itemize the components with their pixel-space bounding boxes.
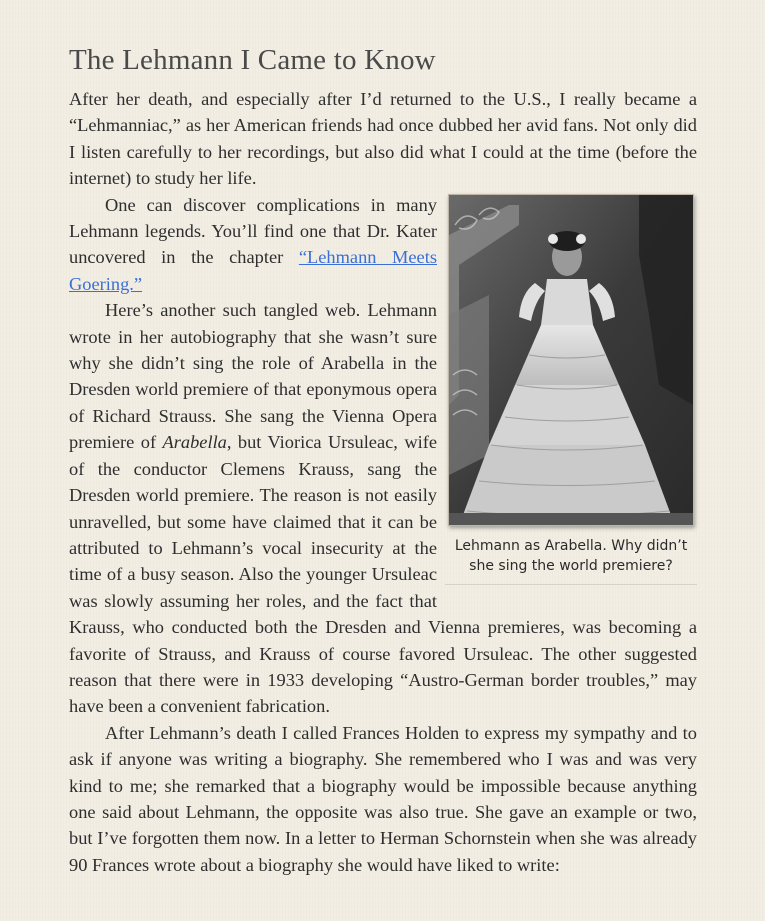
paragraph-3-text-start: Here’s another such tangled web. Lehmann wrote in her autobiography that she wasn’t sure why she didn’t sing the role of Arabella in the Dresden world premiere of that eponymous opera of Richard Strauss. She sang the Vienna Opera premiere of [69,300,437,453]
paragraph-3-text-end: , but Viorica Ursuleac, wife of the conductor Clemens Krauss, sang the Dresden world premiere. The reason is not easily unravelled, but some have claimed that it can be attributed to Lehmann’s vocal insecurity at the time of a busy season. Also the younger Ursuleac was slowly assuming her roles, and the fact that Krauss, who conducted both the Dresden and Vienna premieres, was becoming a favorite of Strauss, and Krauss of course favored Ursuleac. The other suggested reason that there were in 1933 developing “Austro-German border troubles,” may have been a convenient fabrication. [69,432,697,717]
paragraph-1: After her death, and especially after I’d returned to the U.S., I really became a “Lehmanniac,” as her American friends had once dubbed her avid fans. Not only did I listen carefully to her recordings, but also did what I could at the time (before the internet) to study her life. [69,89,697,189]
figure-caption: Lehmann as Arabella. Why didn’t she sing the world premiere? [445,536,697,585]
arabella-photo [448,194,694,526]
arabella-title: Arabella [162,432,227,453]
lehmann-meets-goering-link[interactable]: “Lehmann Meets Goering.” [69,247,437,294]
paragraph-2-text: One can discover complications in many Lehmann legends. You’ll find one that Dr. Kater uncovered in the chapter [69,194,437,268]
figure [445,192,697,585]
page-title: The Lehmann I Came to Know [69,44,436,76]
article [69,40,697,878]
paragraph-4: After Lehmann’s death I called Frances Holden to express my sympathy and to ask if anyone was writing a biography. She remembered who I was and was very kind to me; she remarked that a biography would be impossible because anything one said about Lehmann, the opposite was also true. She gave an example or two, but I’ve forgotten them now. In a letter to Herman Schornstein when she was already 90 Frances wrote about a biography she would have liked to write: [69,722,697,875]
